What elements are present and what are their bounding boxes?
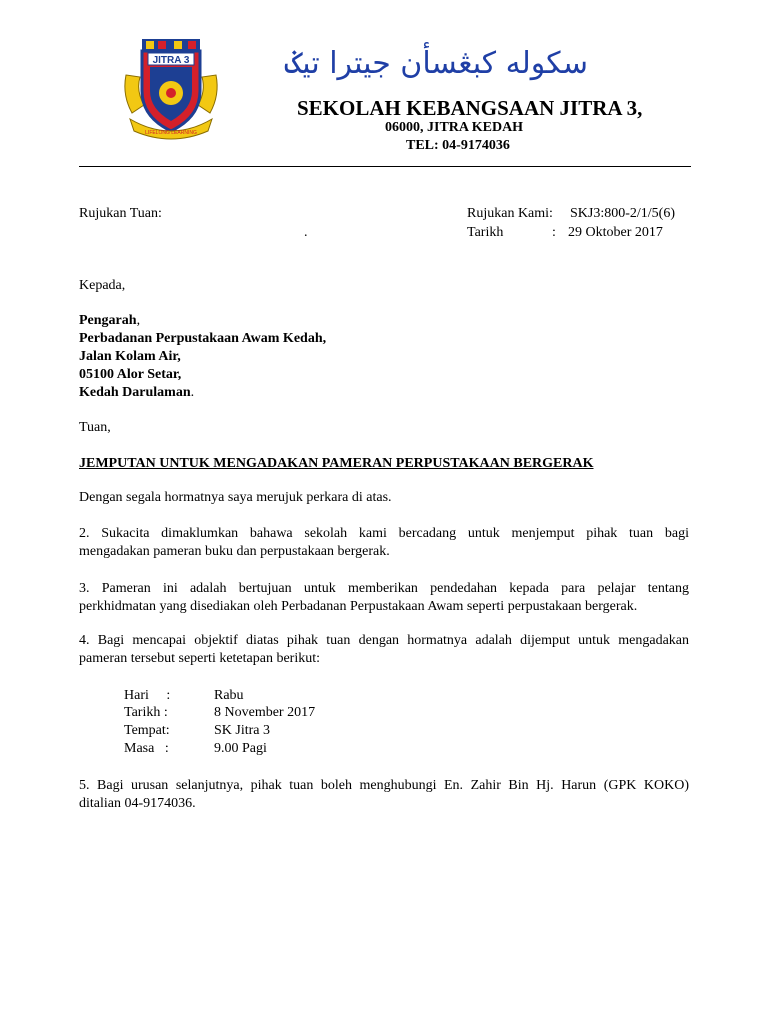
- jawi-school-name: سكوله كبڠسأن جيترا تيݢ: [284, 46, 588, 81]
- paragraph-2-line-2: mengadakan pameran buku dan perpustakaan bergerak.: [79, 544, 390, 559]
- paragraph-4-line-1: 4. Bagi mencapai objektif diatas pihak tuan dengan hormatnya adalah dijemput untuk mengadakan: [79, 633, 689, 648]
- recipient-state: [79, 384, 194, 402]
- recipient-title: [79, 312, 140, 330]
- detail-masa-label: Masa :: [124, 741, 169, 756]
- school-address: 06000, JITRA KEDAH: [385, 120, 524, 135]
- tarikh-value: 29 Oktober 2017: [568, 225, 663, 240]
- detail-tarikh-value: 8 November 2017: [214, 705, 316, 720]
- detail-tempat-value: SK Jitra 3: [214, 723, 270, 738]
- detail-hari-value: Rabu: [214, 688, 244, 703]
- recipient-title-text: Pengarah: [79, 313, 137, 328]
- detail-tempat-label: Tempat:: [124, 723, 170, 738]
- header-divider: [79, 166, 691, 167]
- paragraph-2-line-1: 2. Sukacita dimaklumkan bahawa sekolah kami bercadang untuk menjemput pihak tuan bagi: [79, 526, 689, 541]
- tarikh-label: Tarikh: [467, 225, 504, 240]
- school-name: SEKOLAH KEBANGSAAN JITRA 3,: [297, 96, 643, 120]
- school-crest-logo: [122, 35, 220, 143]
- recipient-street: Jalan Kolam Air,: [79, 349, 181, 364]
- rujukan-tuan-label: Rujukan Tuan:: [79, 206, 162, 221]
- paragraph-5-line-1: 5. Bagi urusan selanjutnya, pihak tuan boleh menghubungi En. Zahir Bin Hj. Harun (GPK KOKO): [79, 778, 689, 793]
- detail-masa-value: 9.00 Pagi: [214, 741, 267, 756]
- salutation: Tuan,: [79, 420, 111, 435]
- recipient-city: 05100 Alor Setar,: [79, 367, 182, 382]
- recipient-state-text: Kedah Darulaman: [79, 385, 191, 400]
- paragraph-5-line-2: ditalian 04-9174036.: [79, 796, 196, 811]
- crest-name-text: JITRA 3: [152, 55, 190, 66]
- reference-dot: .: [304, 225, 308, 240]
- letter-subject: JEMPUTAN UNTUK MENGADAKAN PAMERAN PERPUSTAKAAN BERGERAK: [79, 456, 594, 471]
- rujukan-kami-label: Rujukan Kami:: [467, 206, 553, 221]
- school-telephone: TEL: 04-9174036: [406, 138, 510, 153]
- paragraph-3-line-2: perkhidmatan yang disediakan oleh Perbadanan Perpustakaan Awam seperti perpustakaan bergerak.: [79, 599, 638, 614]
- rujukan-kami-value: SKJ3:800-2/1/5(6): [570, 206, 675, 221]
- detail-hari-label: Hari :: [124, 688, 171, 703]
- recipient-title-comma: ,: [136, 313, 141, 328]
- tarikh-colon: :: [552, 225, 556, 240]
- paragraph-4-line-2: pameran tersebut seperti ketetapan berikut:: [79, 651, 321, 666]
- paragraph-3-line-1: 3. Pameran ini adalah bertujuan untuk memberikan pendedahan kepada para pelajar tentang: [79, 581, 689, 596]
- detail-tarikh-label: Tarikh :: [124, 705, 168, 720]
- paragraph-1: Dengan segala hormatnya saya merujuk perkara di atas.: [79, 490, 392, 505]
- recipient-organisation: Perbadanan Perpustakaan Awam Kedah,: [79, 331, 327, 346]
- kepada-label: Kepada,: [79, 278, 126, 293]
- recipient-state-period: .: [190, 385, 195, 400]
- crest-motto-text: LIFELONG LEARNING: [145, 130, 197, 136]
